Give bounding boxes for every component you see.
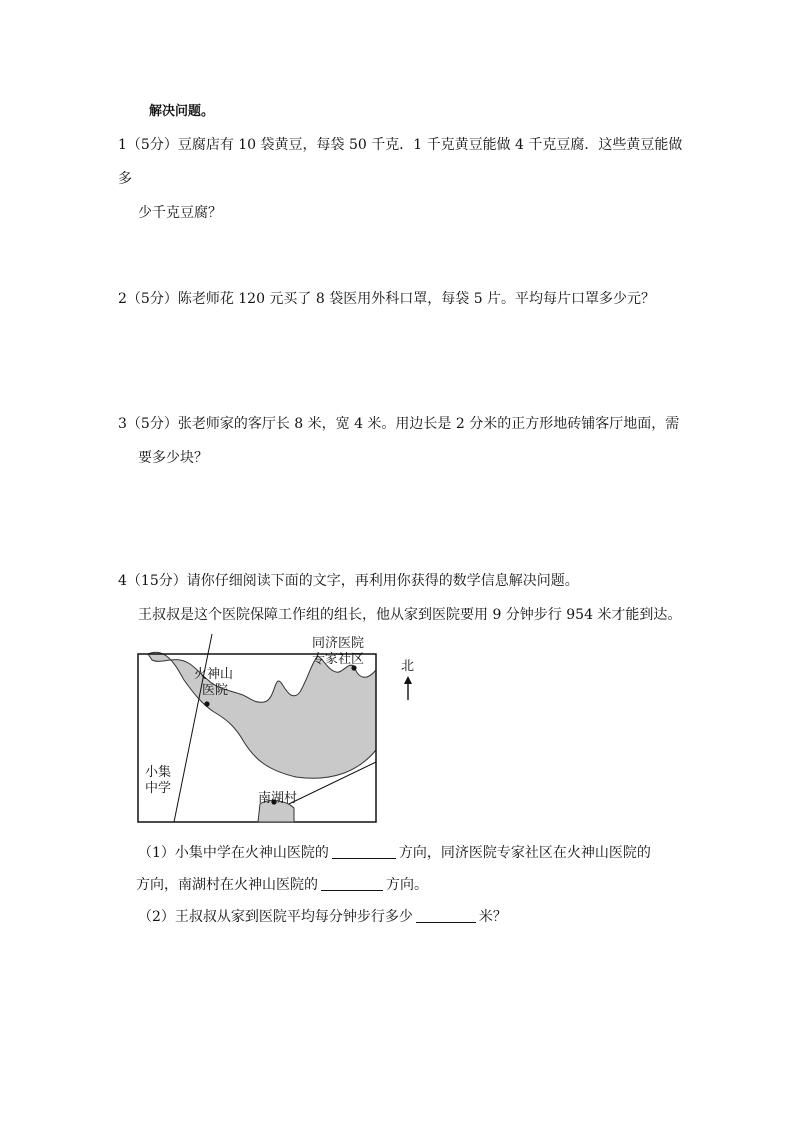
question-1-line1: 1（5分）豆腐店有 10 袋黄豆，每袋 50 千克．1 千克黄豆能做 4 千克豆腐．这些黄豆能做多 bbox=[118, 137, 683, 187]
question-4-line1: 4（15分）请你仔细阅读下面的文字，再利用你获得的数学信息解决问题。 bbox=[118, 573, 579, 589]
map-figure bbox=[136, 632, 426, 827]
subquestion-1-line1 bbox=[138, 842, 651, 862]
question-3-line2: 要多少块？ bbox=[138, 450, 208, 466]
huoshen-dot bbox=[204, 701, 209, 706]
tongji-label-2: 专家社区 bbox=[312, 652, 365, 667]
xiaoji-label-2: 中学 bbox=[145, 781, 172, 796]
question-2 bbox=[118, 282, 688, 316]
question-3-line1: 3（5分）张老师家的客厅长 8 米，宽 4 米。用边长是 2 分米的正方形地砖铺客厅地面，需 bbox=[118, 416, 680, 432]
north-arrow-icon bbox=[404, 676, 412, 700]
sub2-text-a: （2）王叔叔从家到医院平均每分钟步行多少 bbox=[138, 909, 413, 925]
section-title: 解决问题。 bbox=[149, 104, 215, 119]
question-1 bbox=[118, 128, 688, 230]
sub2-text-b: 米？ bbox=[478, 909, 507, 925]
answer-blank[interactable] bbox=[416, 908, 476, 923]
sub1-text-d: 方向。 bbox=[386, 877, 428, 893]
question-3 bbox=[118, 407, 688, 475]
question-1-line2: 少千克豆腐？ bbox=[138, 205, 222, 221]
sub1-text-b: 方向，同济医院专家社区在火神山医院的 bbox=[398, 845, 651, 861]
huoshen-label-1: 火神山 bbox=[194, 667, 234, 682]
question-4-line2: 王叔叔是这个医院保障工作组的组长，他从家到医院要用 9 分钟步行 954 米才能到达。 bbox=[138, 607, 682, 623]
answer-blank[interactable] bbox=[321, 876, 383, 891]
lake-area bbox=[148, 652, 376, 778]
north-label: 北 bbox=[401, 659, 415, 674]
tongji-label-1: 同济医院 bbox=[312, 636, 365, 651]
answer-blank[interactable] bbox=[332, 844, 396, 859]
question-4 bbox=[118, 564, 688, 632]
question-2-line1: 2（5分）陈老师花 120 元买了 8 袋医用外科口罩，每袋 5 片。平均每片口罩多少元？ bbox=[118, 291, 656, 307]
subquestion-1-line2 bbox=[136, 874, 428, 894]
xiaoji-label-1: 小集 bbox=[145, 765, 172, 780]
map-svg bbox=[136, 632, 426, 827]
nanhu-label: 南湖村 bbox=[258, 791, 298, 806]
huoshen-label-2: 医院 bbox=[202, 683, 229, 698]
subquestion-2 bbox=[138, 906, 507, 926]
sub1-text-c: 方向，南湖村在火神山医院的 bbox=[136, 877, 318, 893]
sub1-text-a: （1）小集中学在火神山医院的 bbox=[138, 845, 329, 861]
